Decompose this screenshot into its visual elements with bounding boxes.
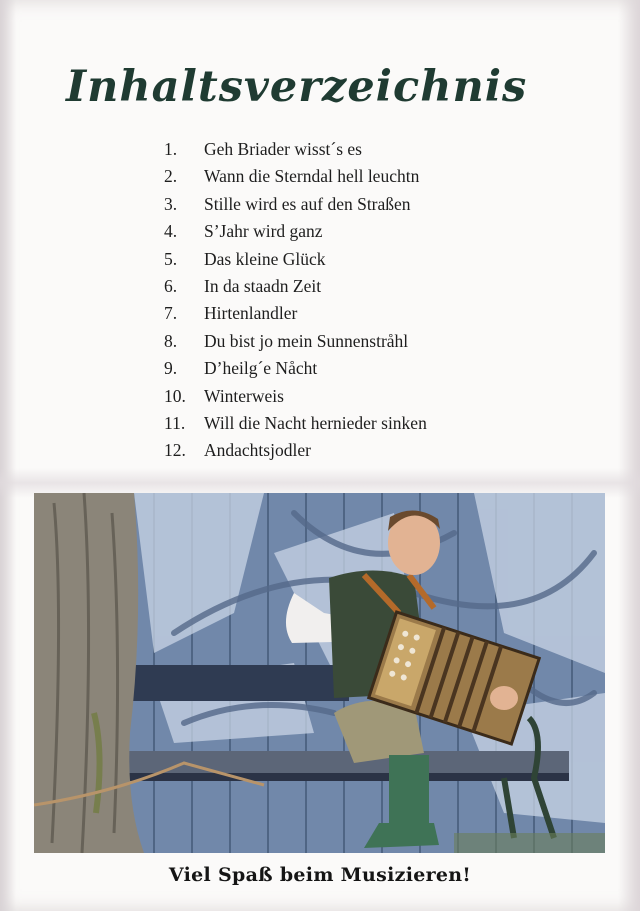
table-of-contents [164,136,427,465]
toc-item-title: Wann die Sterndal hell leuchtn [204,166,420,187]
photo-accordion-player [34,493,605,853]
toc-item [164,218,427,245]
toc-item [164,300,427,327]
toc-item [164,136,427,163]
toc-item-title: Will die Nacht hernieder sinken [204,412,427,433]
toc-item-number: 12. [164,440,186,461]
toc-item-number: 11. [164,412,186,433]
toc-item [164,355,427,382]
toc-item-title: Das kleine Glück [204,248,326,269]
toc-item [164,437,427,464]
page-title: Inhaltsverzeichnis [66,62,528,112]
toc-item [164,191,427,218]
toc-item-title: D’heilg´e Nåcht [204,358,318,379]
toc-item-number: 4. [164,221,178,242]
toc-item-title: S’Jahr wird ganz [204,221,323,242]
toc-item [164,246,427,273]
toc-item-number: 9. [164,358,178,379]
toc-item [164,383,427,410]
toc-item-title: Winterweis [204,385,284,406]
toc-item-number: 5. [164,248,178,269]
toc-item-title: Geh Briader wisst´s es [204,139,362,159]
toc-item-number: 6. [164,275,178,296]
toc-item-number: 8. [164,330,178,351]
toc-item-title: Du bist jo mein Sunnenstråhl [204,330,409,351]
toc-item-title: Stille wird es auf den Straßen [204,193,411,214]
page-edge-right [618,0,640,911]
toc-item-number: 1. [164,139,178,159]
toc-item [164,410,427,437]
toc-item-number: 7. [164,303,178,324]
toc-item [164,328,427,355]
toc-item-number: 10. [164,385,186,406]
toc-item-number: 2. [164,166,178,187]
toc-item-title: Hirtenlandler [204,303,298,324]
page-edge-left [0,0,16,911]
toc-item [164,163,427,190]
footer-tagline: Viel Spaß beim Musizieren! [168,864,472,886]
toc-item-title: Andachtsjodler [204,440,311,461]
toc-item-title: In da staadn Zeit [204,275,322,296]
toc-item-number: 3. [164,193,178,214]
toc-item [164,273,427,300]
